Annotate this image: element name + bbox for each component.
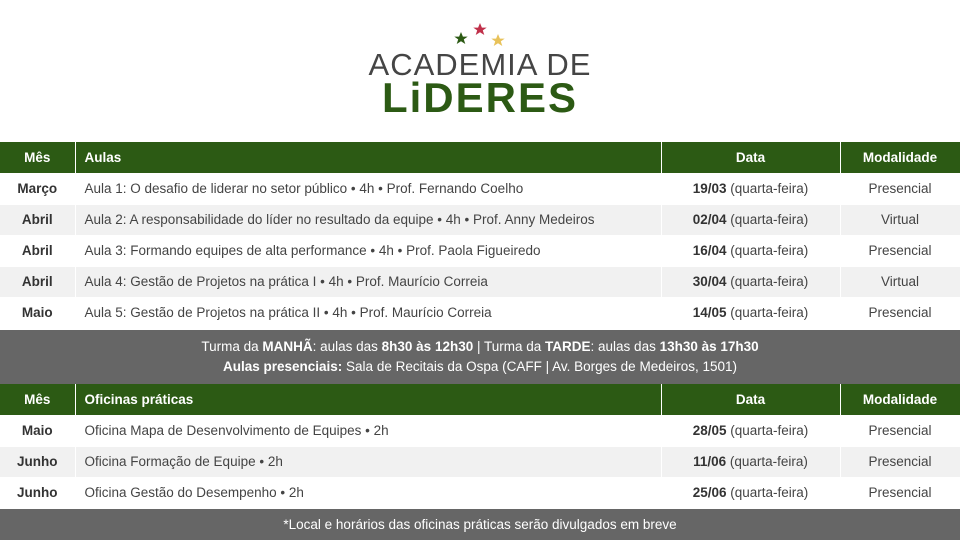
table-row — [0, 266, 960, 297]
star-green-icon — [454, 32, 467, 44]
row-weekday: (quarta-feira) — [730, 180, 809, 196]
logo-line-2: LiDERES — [381, 74, 579, 121]
row-date — [661, 446, 840, 477]
table-row — [0, 477, 960, 508]
row-modality: Presencial — [840, 446, 960, 477]
row-date-value: 25/06 — [692, 485, 727, 500]
row-month: Maio — [0, 415, 75, 446]
header-date: Data — [661, 142, 840, 173]
academia-de-lideres-logo — [0, 0, 960, 142]
row-month: Abril — [0, 204, 75, 235]
table-row — [0, 173, 960, 204]
table-row — [0, 415, 960, 446]
row-weekday: (quarta-feira) — [730, 422, 809, 438]
row-weekday: (quarta-feira) — [730, 274, 809, 289]
row-date-value: 28/05 — [692, 422, 727, 438]
star-yellow-icon — [491, 34, 504, 46]
info-text: TARDE — [545, 339, 591, 354]
row-modality: Virtual — [840, 204, 960, 235]
row-month: Abril — [0, 266, 75, 297]
row-weekday: (quarta-feira) — [730, 485, 809, 500]
row-date — [661, 235, 840, 266]
info-text: 13h30 às 17h30 — [659, 339, 759, 354]
row-date-value: 16/04 — [692, 243, 727, 258]
table-header-row — [0, 142, 960, 173]
info-text: 8h30 às 12h30 — [381, 339, 474, 354]
table-row — [0, 235, 960, 266]
row-date — [661, 415, 840, 446]
table-row — [0, 297, 960, 328]
star-red-icon — [473, 23, 486, 35]
row-month: Junho — [0, 477, 75, 508]
row-date — [661, 297, 840, 328]
row-weekday: (quarta-feira) — [730, 305, 809, 320]
row-month: Março — [0, 173, 75, 204]
row-title: Aula 4: Gestão de Projetos na prática I • 4h • Prof. Maurício Correia — [75, 266, 661, 297]
row-month: Maio — [0, 297, 75, 328]
info-line-1 — [0, 337, 960, 357]
info-text: MANHÃ — [262, 339, 313, 354]
row-modality: Virtual — [840, 266, 960, 297]
header-classes: Aulas — [75, 142, 661, 173]
row-modality: Presencial — [840, 297, 960, 328]
row-modality: Presencial — [840, 415, 960, 446]
classes-table-body — [0, 173, 960, 328]
schedule-info-banner — [0, 330, 960, 384]
header-month: Mês — [0, 384, 75, 415]
row-title: Oficina Gestão do Desempenho • 2h — [75, 477, 661, 508]
row-month: Junho — [0, 446, 75, 477]
row-title: Aula 1: O desafio de liderar no setor público • 4h • Prof. Fernando Coelho — [75, 173, 661, 204]
logo-line-1: ACADEMIA DE — [368, 47, 592, 82]
row-title: Aula 3: Formando equipes de alta performance • 4h • Prof. Paola Figueiredo — [75, 235, 661, 266]
stars-icon — [452, 22, 512, 50]
row-title: Aula 2: A responsabilidade do líder no resultado da equipe • 4h • Prof. Anny Medeiros — [75, 204, 661, 235]
footer-note: *Local e horários das oficinas práticas serão divulgados em breve — [0, 509, 960, 540]
info-text: : aulas das — [312, 339, 382, 354]
row-modality: Presencial — [840, 173, 960, 204]
table-header-row — [0, 384, 960, 415]
header-month: Mês — [0, 142, 75, 173]
row-modality: Presencial — [840, 235, 960, 266]
row-title: Aula 5: Gestão de Projetos na prática II • 4h • Prof. Maurício Correia — [75, 297, 661, 328]
table-row — [0, 446, 960, 477]
header-modality: Modalidade — [840, 142, 960, 173]
row-weekday: (quarta-feira) — [730, 212, 809, 227]
table-row — [0, 204, 960, 235]
row-date-value: 14/05 — [692, 305, 727, 320]
row-date — [661, 204, 840, 235]
row-date-value: 19/03 — [692, 180, 727, 196]
info-text: Turma da — [201, 339, 263, 354]
info-text: | Turma da — [473, 339, 546, 354]
row-date-value: 11/06 — [693, 454, 727, 469]
workshops-table-body — [0, 415, 960, 508]
row-weekday: (quarta-feira) — [730, 243, 809, 258]
row-date-value: 30/04 — [692, 274, 727, 289]
header-date: Data — [661, 384, 840, 415]
row-title: Oficina Mapa de Desenvolvimento de Equipes • 2h — [75, 415, 661, 446]
info-line-2 — [0, 357, 960, 377]
header-modality: Modalidade — [840, 384, 960, 415]
row-weekday: (quarta-feira) — [729, 454, 808, 469]
header-workshops: Oficinas práticas — [75, 384, 661, 415]
row-modality: Presencial — [840, 477, 960, 508]
info-text: : aulas das — [590, 339, 660, 354]
classes-table — [0, 142, 960, 329]
info-text: Aulas presenciais: — [222, 359, 343, 374]
row-date — [661, 266, 840, 297]
row-title: Oficina Formação de Equipe • 2h — [75, 446, 661, 477]
row-date — [661, 173, 840, 204]
row-month: Abril — [0, 235, 75, 266]
row-date — [661, 477, 840, 508]
info-text: Sala de Recitais da Ospa (CAFF | Av. Borges de Medeiros, 1501) — [342, 359, 737, 374]
row-date-value: 02/04 — [692, 212, 727, 227]
workshops-table — [0, 384, 960, 509]
